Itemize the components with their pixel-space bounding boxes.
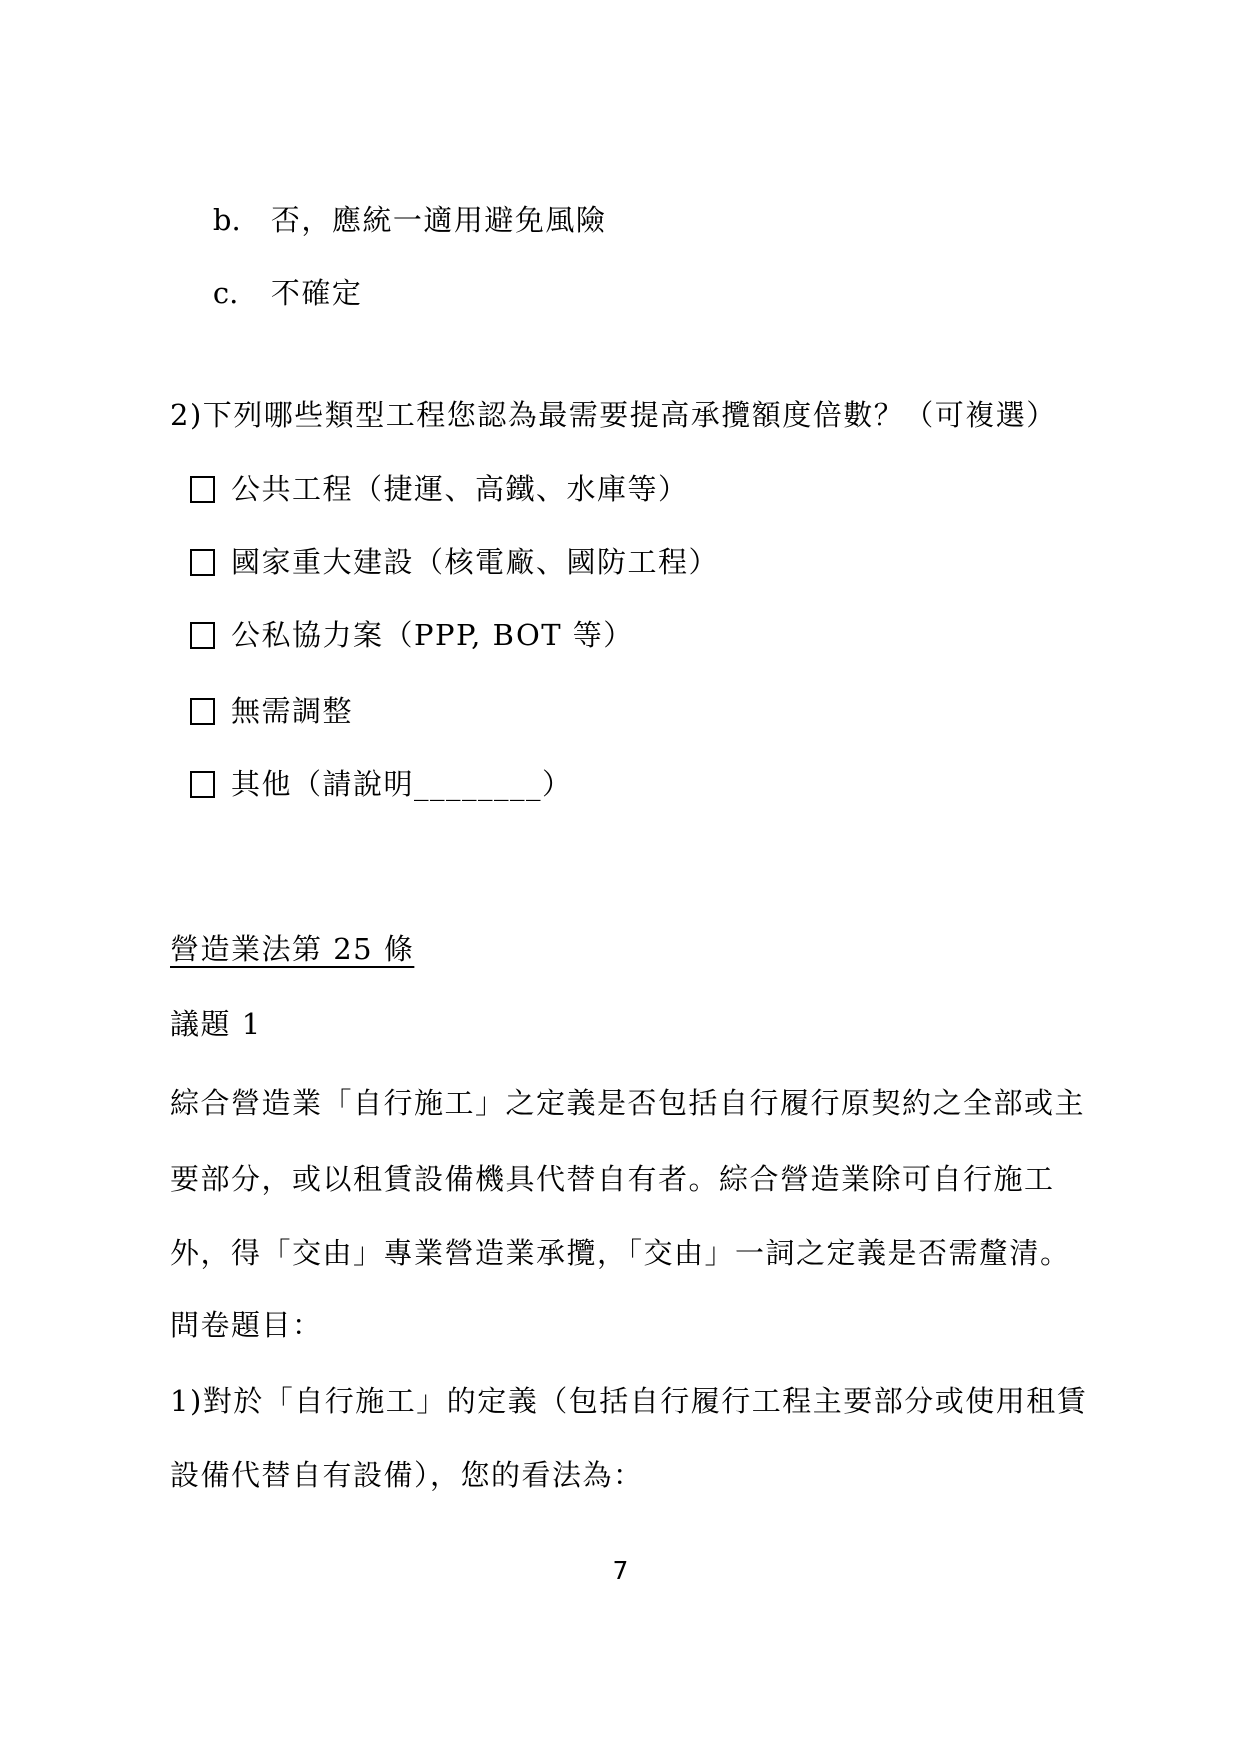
checkbox-label: 國家重大建設（核電廠、國防工程）: [231, 545, 720, 579]
option-marker: c.: [212, 275, 239, 310]
checkbox-label: 其他（請說明________）: [231, 767, 573, 801]
checkbox-option-row: [190, 545, 719, 580]
page-number: 7: [612, 1556, 629, 1585]
question1-line: 設備代替自有設備），您的看法為：: [170, 1458, 644, 1492]
checkbox-option-row: [190, 767, 573, 802]
questionnaire-label: 問卷題目：: [170, 1308, 323, 1342]
section-body-line: 綜合營造業「自行施工」之定義是否包括自行履行原契約之全部或主: [170, 1086, 1086, 1120]
checkbox-icon: [190, 549, 215, 576]
checkbox-label: 公私協力案（PPP, BOT 等）: [231, 618, 634, 652]
checkbox-label: 公共工程（捷運、高鐵、水庫等）: [231, 472, 689, 506]
section-heading: 營造業法第 25 條: [170, 932, 415, 966]
section-body-line: 要部分，或以租賃設備機具代替自有者。綜合營造業除可自行施工: [170, 1162, 1055, 1196]
checkbox-icon: [190, 622, 215, 649]
option-label: 不確定: [270, 275, 363, 310]
checkbox-option-row: [190, 694, 353, 729]
checkbox-icon: [190, 476, 215, 503]
question2-prompt: 2)下列哪些類型工程您認為最需要提高承攬額度倍數？（可複選）: [170, 398, 1057, 432]
checkbox-option-row: [190, 618, 634, 653]
section-topic: 議題 1: [170, 1007, 262, 1041]
checkbox-icon: [190, 771, 215, 798]
answer-option-c: [170, 241, 362, 345]
section-body-line: 外，得「交由」專業營造業承攬，「交由」一詞之定義是否需釐清。: [170, 1236, 1071, 1270]
checkbox-icon: [190, 698, 215, 725]
option-marker: b.: [212, 202, 241, 237]
checkbox-option-row: [190, 472, 689, 507]
question1-line: 1)對於「自行施工」的定義（包括自行履行工程主要部分或使用租賃: [170, 1384, 1088, 1418]
option-label: 否，應統一適用避免風險: [270, 202, 607, 237]
checkbox-label: 無需調整: [231, 694, 354, 728]
